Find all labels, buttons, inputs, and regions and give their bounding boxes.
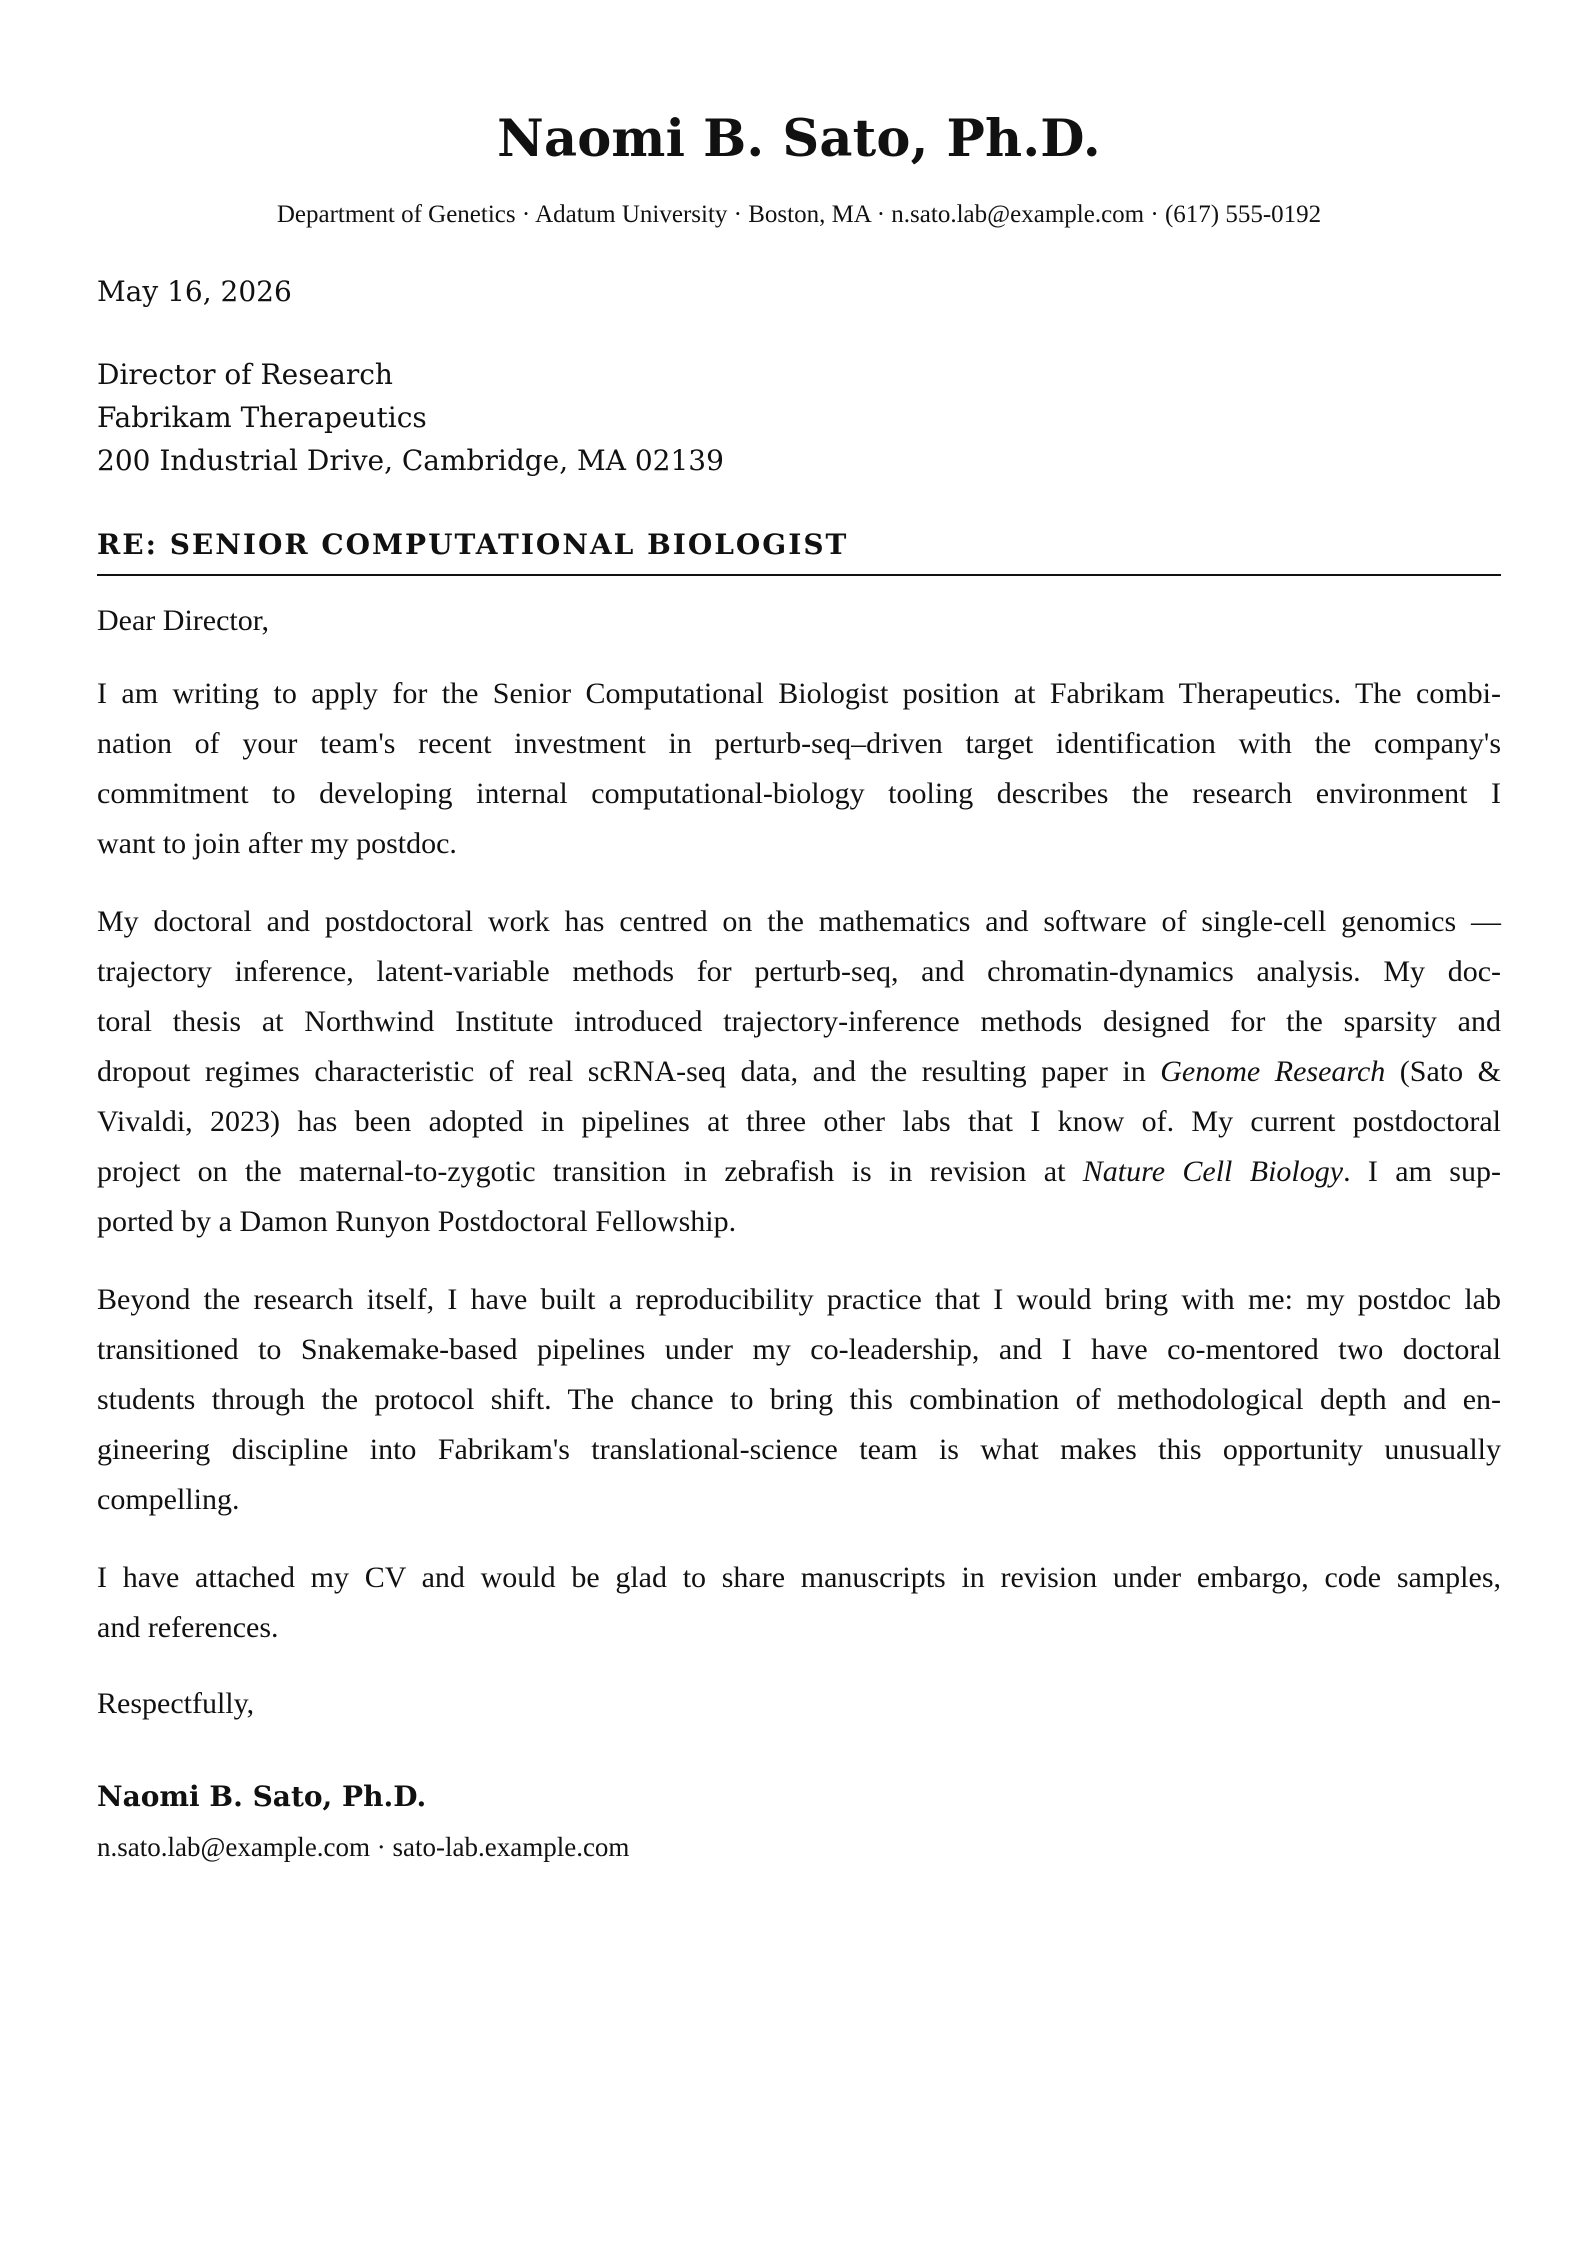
closing: Respectfully, bbox=[97, 1687, 255, 1720]
paragraph-line: Vivaldi, 2023) has been adopted in pipelines at three other labs that I know of. My current postdoctoral bbox=[97, 1105, 1501, 1138]
paragraph-line: students through the protocol shift. The chance to bring this combination of methodological depth and en- bbox=[97, 1383, 1501, 1416]
paragraph-line: Beyond the research itself, I have built a reproducibility practice that I would bring with me: my postdoc lab bbox=[97, 1283, 1501, 1316]
paragraph-line: commitment to developing internal computational-biology tooling describes the research environment I bbox=[97, 777, 1501, 810]
paragraph-line bbox=[97, 1147, 1501, 1197]
letterhead-name: Naomi B. Sato, Ph.D. bbox=[497, 109, 1101, 169]
paragraph-line: and references. bbox=[97, 1611, 279, 1644]
recipient-title: Director of Research bbox=[97, 358, 393, 391]
paragraph-line: ported by a Damon Runyon Postdoctoral Fellowship. bbox=[97, 1205, 737, 1238]
paragraph-line: want to join after my postdoc. bbox=[97, 827, 457, 860]
paragraph-text: project on the maternal-to-zygotic transition in zebrafish is in revision at bbox=[97, 1155, 1083, 1188]
signature-name: Naomi B. Sato, Ph.D. bbox=[97, 1780, 427, 1813]
paragraph-line: transitioned to Snakemake-based pipelines under my co-leadership, and I have co-mentored two doctoral bbox=[97, 1333, 1501, 1366]
subject-line: RE: SENIOR COMPUTATIONAL BIOLOGIST bbox=[97, 525, 1501, 576]
letterhead-contact: Department of Genetics · Adatum University · Boston, MA · n.sato.lab@example.com · (617) 555-0192 bbox=[276, 201, 1322, 228]
paragraph-line: compelling. bbox=[97, 1483, 240, 1516]
paragraph-text: . I am sup- bbox=[1343, 1155, 1501, 1188]
cover-letter-page bbox=[97, 0, 1501, 2246]
paragraph-text: dropout regimes characteristic of real scRNA-seq data, and the resulting paper in bbox=[97, 1055, 1161, 1088]
paragraph-line: trajectory inference, latent-variable methods for perturb-seq, and chromatin-dynamics analysis. My doc- bbox=[97, 955, 1501, 988]
recipient-address: 200 Industrial Drive, Cambridge, MA 02139 bbox=[97, 444, 724, 477]
salutation: Dear Director, bbox=[97, 604, 270, 637]
letterhead bbox=[97, 0, 1501, 232]
paragraph-4 bbox=[97, 1553, 1501, 1653]
paragraph-line: I am writing to apply for the Senior Computational Biologist position at Fabrikam Therapeutics. The combi- bbox=[97, 677, 1501, 710]
paragraph-line: nation of your team's recent investment in perturb-seq–driven target identification with the company's bbox=[97, 727, 1501, 760]
paragraph-line: I have attached my CV and would be glad to share manuscripts in revision under embargo, code samples, bbox=[97, 1561, 1501, 1594]
paragraph-line: My doctoral and postdoctoral work has centred on the mathematics and software of single-cell genomics — bbox=[97, 905, 1501, 938]
letter-date: May 16, 2026 bbox=[97, 275, 292, 308]
paragraph-2 bbox=[97, 897, 1501, 1247]
paragraph-3 bbox=[97, 1275, 1501, 1525]
paragraph-text: (Sato & bbox=[1385, 1055, 1501, 1088]
recipient-company: Fabrikam Therapeutics bbox=[97, 401, 427, 434]
journal-title-nature-cell-biology: Nature Cell Biology bbox=[1082, 1155, 1344, 1188]
paragraph-line: toral thesis at Northwind Institute introduced trajectory-inference methods designed for the sparsity and bbox=[97, 1005, 1501, 1038]
paragraph-line bbox=[97, 1047, 1501, 1097]
signature-contact: n.sato.lab@example.com · sato-lab.example.com bbox=[97, 1832, 630, 1862]
journal-title-genome-research: Genome Research bbox=[1160, 1055, 1386, 1088]
paragraph-1 bbox=[97, 669, 1501, 869]
paragraph-line: gineering discipline into Fabrikam's translational-science team is what makes this opportunity unusually bbox=[97, 1433, 1501, 1466]
recipient-block bbox=[97, 353, 1501, 482]
